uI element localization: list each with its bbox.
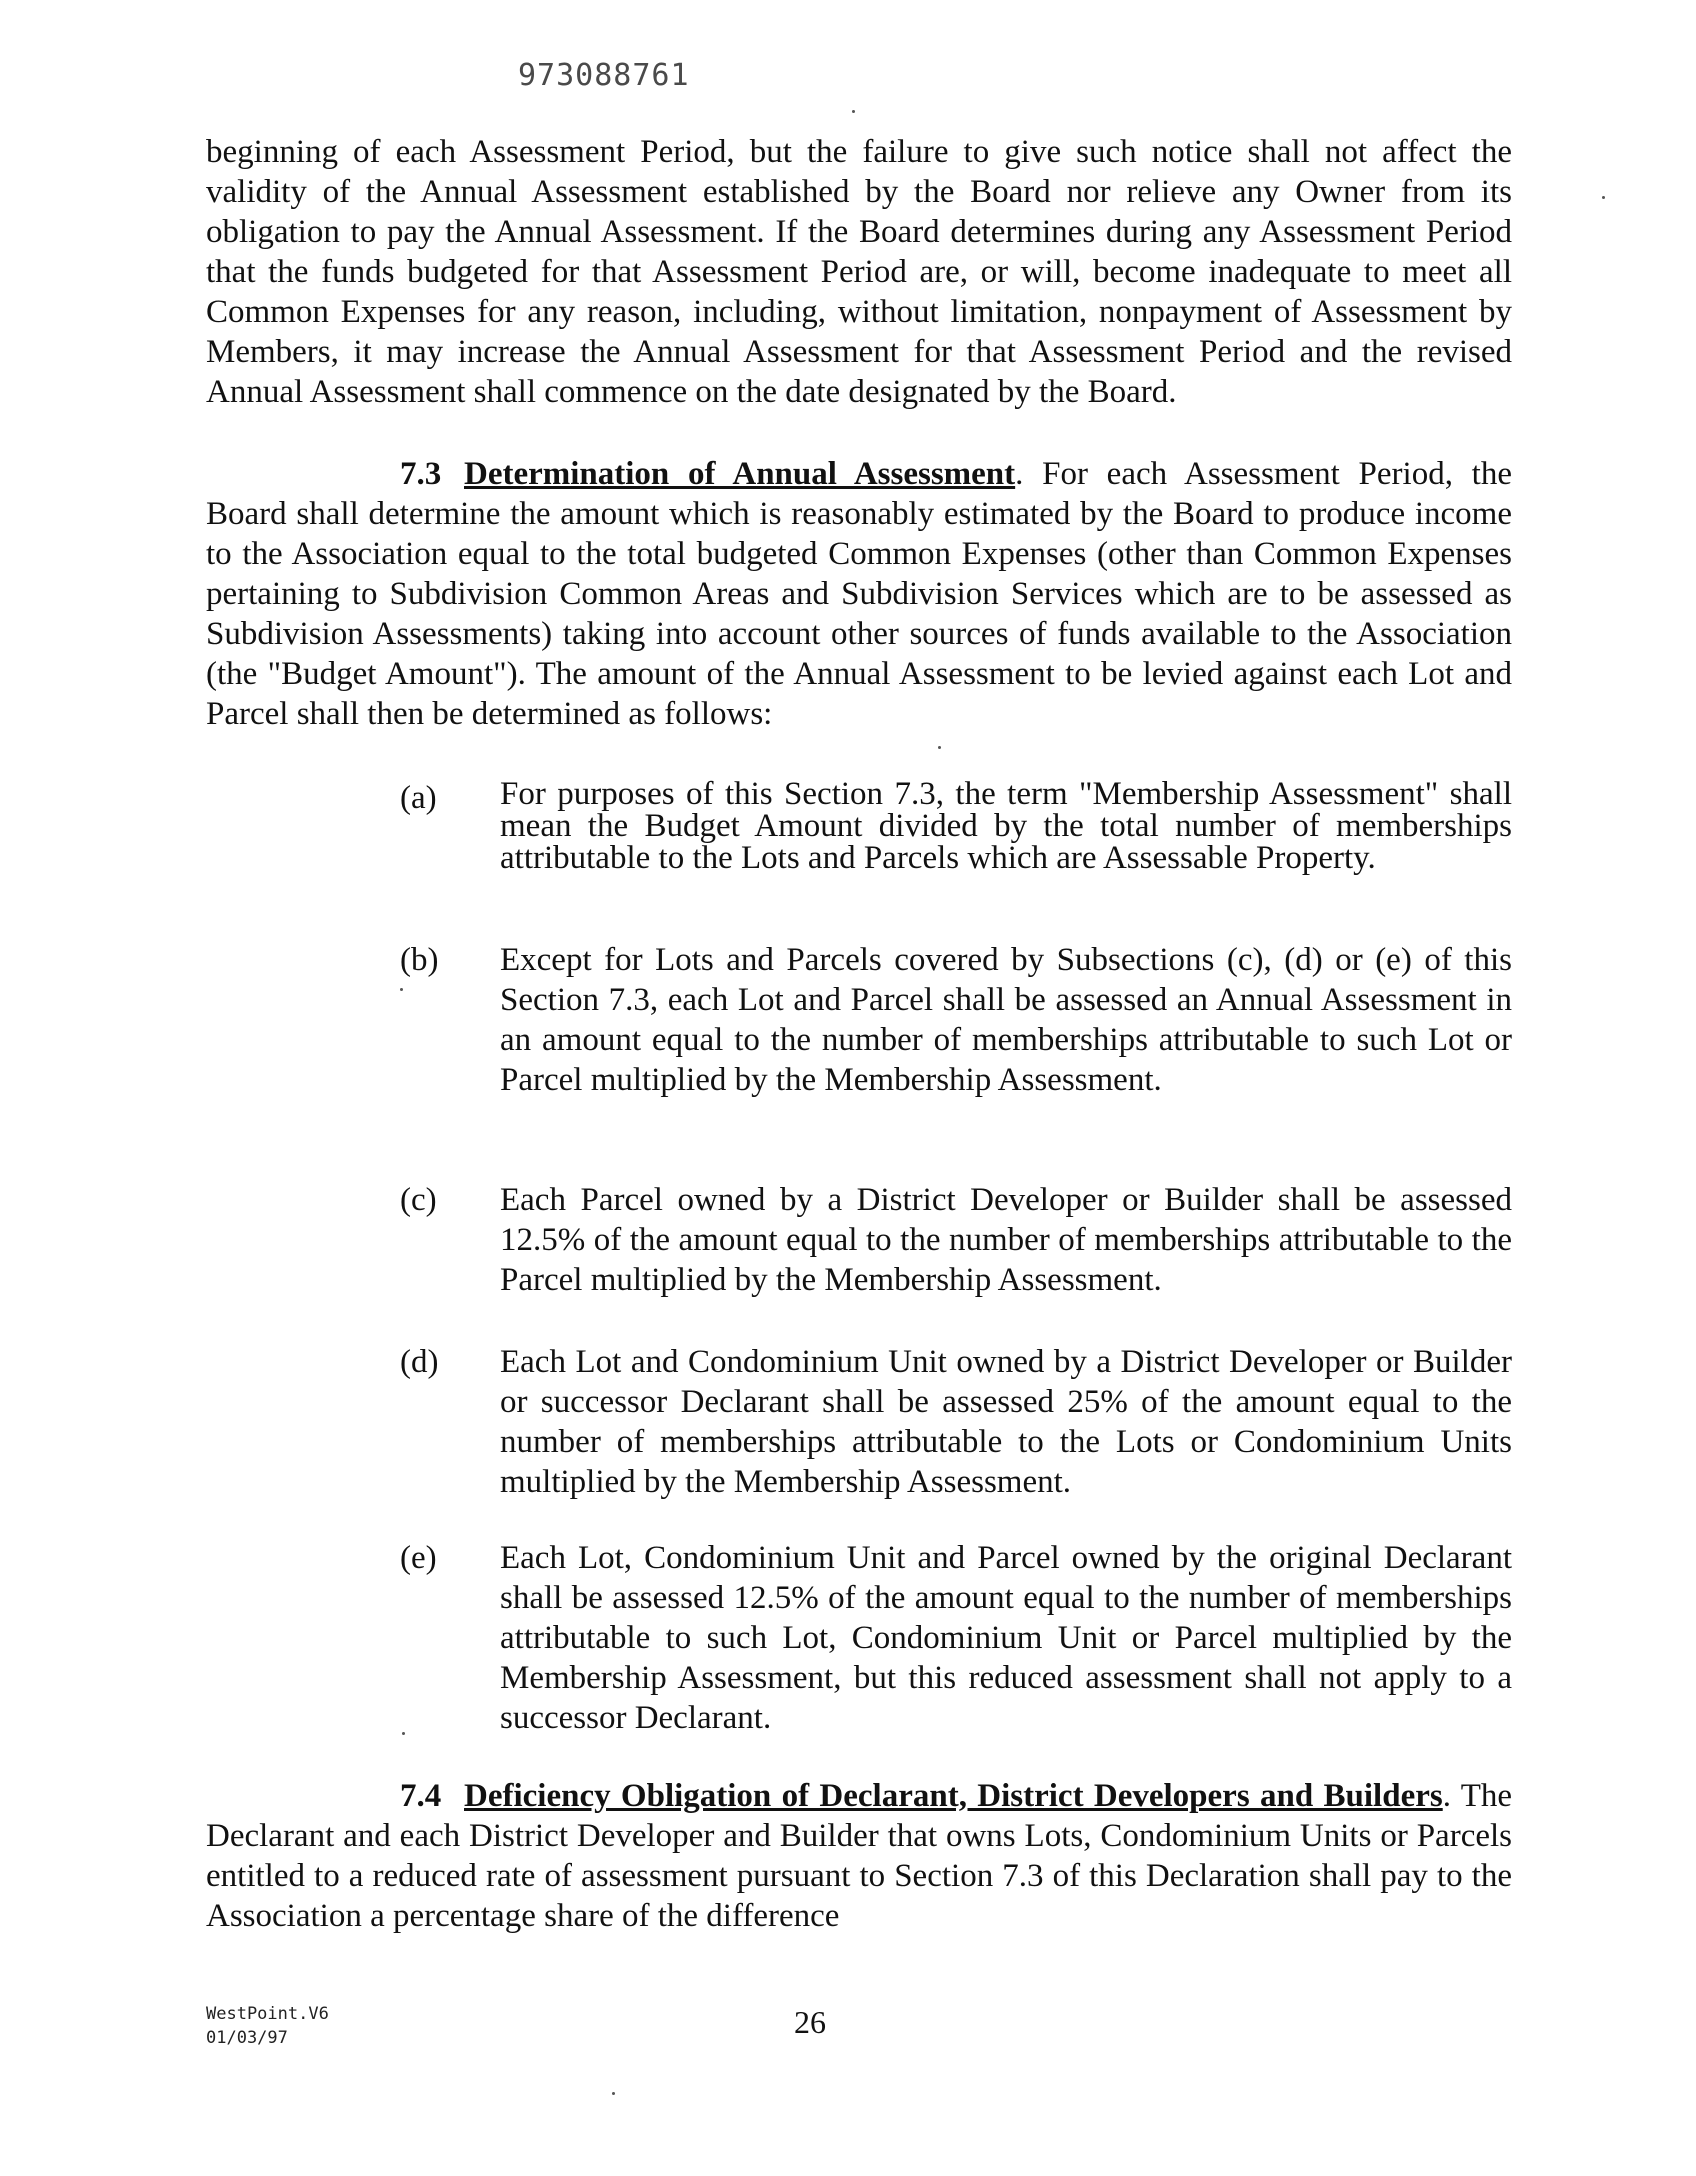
- section-body: . The Declarant and each District Developer and Builder that owns Lots, Condominium Units or Parcels entitled to a reduced rate of assessment pursuant to Section 7.3 of this Declaration shall pay to the Association a percentage share of the difference: [206, 1778, 1512, 1934]
- section-heading: Deficiency Obligation of Declarant, District Developers and Builders: [464, 1778, 1443, 1814]
- section-7-4-paragraph: [206, 1776, 1512, 1936]
- list-item-text: Each Lot and Condominium Unit owned by a District Developer or Builder or successor Declarant shall be assessed 25% of the amount equal to the number of memberships attributable to the Lots or Condominium Units multiplied by the Membership Assessment.: [500, 1344, 1512, 1500]
- page-number: 26: [794, 2004, 826, 2040]
- list-item-marker: (e): [400, 1540, 437, 1576]
- footer-date: 01/03/97: [206, 2028, 288, 2048]
- section-body: . For each Assessment Period, the Board shall determine the amount which is reasonably estimated by the Board to produce income to the Association equal to the total budgeted Common Expenses (other than Common Expenses pertaining to Subdivision Common Areas and Subdivision Services which are to be assessed as Subdivision Assessments) taking into account other sources of funds available to the Association (the "Budget Amount"). The amount of the Annual Assessment to be levied against each Lot and Parcel shall then be determined as follows:: [206, 456, 1512, 732]
- scan-speck: [938, 746, 941, 749]
- section-7-3-paragraph: [206, 454, 1512, 734]
- list-item: [400, 1538, 1512, 1738]
- list-item-marker: (d): [400, 1344, 439, 1380]
- list-item-text: For purposes of this Section 7.3, the term "Membership Assessment" shall mean the Budget Amount divided by the total number of memberships attributable to the Lots and Parcels which are Assessable Property.: [500, 776, 1512, 876]
- list-item-text: Each Lot, Condominium Unit and Parcel owned by the original Declarant shall be assessed 12.5% of the amount equal to the number of memberships attributable to such Lot, Condominium Unit or Parcel multiplied by the Membership Assessment, but this reduced assessment shall not apply to a successor Declarant.: [500, 1540, 1512, 1736]
- list-item-text: Except for Lots and Parcels covered by Subsections (c), (d) or (e) of this Section 7.3, each Lot and Parcel shall be assessed an Annual Assessment in an amount equal to the number of memberships attributable to such Lot or Parcel multiplied by the Membership Assessment.: [500, 942, 1512, 1098]
- paragraph-continued: beginning of each Assessment Period, but the failure to give such notice shall not affect the validity of the Annual Assessment established by the Board nor relieve any Owner from its obligation to pay the Annual Assessment. If the Board determines during any Assessment Period that the funds budgeted for that Assessment Period are, or will, become inadequate to meet all Common Expenses for any reason, including, without limitation, nonpayment of Assessment by Members, it may increase the Annual Assessment for that Assessment Period and the revised Annual Assessment shall commence on the date designated by the Board.: [206, 134, 1512, 410]
- footer-file-code: WestPoint.V6: [206, 2004, 329, 2024]
- list-item: [400, 1180, 1512, 1300]
- list-item: [400, 778, 1512, 874]
- section-heading: Determination of Annual Assessment: [464, 456, 1016, 492]
- list-item-text: Each Parcel owned by a District Developer or Builder shall be assessed 12.5% of the amount equal to the number of memberships attributable to the Parcel multiplied by the Membership Assessment.: [500, 1182, 1512, 1298]
- list-item-marker: (b): [400, 942, 439, 978]
- scan-speck: [400, 988, 403, 991]
- scan-speck: [852, 110, 855, 113]
- footer-file-info: [206, 2002, 329, 2050]
- section-number: 7.3: [400, 456, 442, 492]
- list-item-marker: (c): [400, 1182, 437, 1218]
- scan-speck: [402, 1732, 405, 1735]
- list-item: [400, 1342, 1512, 1502]
- scan-speck: [612, 2092, 615, 2095]
- scan-speck: [1602, 196, 1605, 199]
- section-number: 7.4: [400, 1778, 442, 1814]
- list-item-marker: (a): [400, 780, 437, 816]
- list-item: [400, 940, 1512, 1100]
- document-stamp-number: 973088761: [518, 58, 690, 93]
